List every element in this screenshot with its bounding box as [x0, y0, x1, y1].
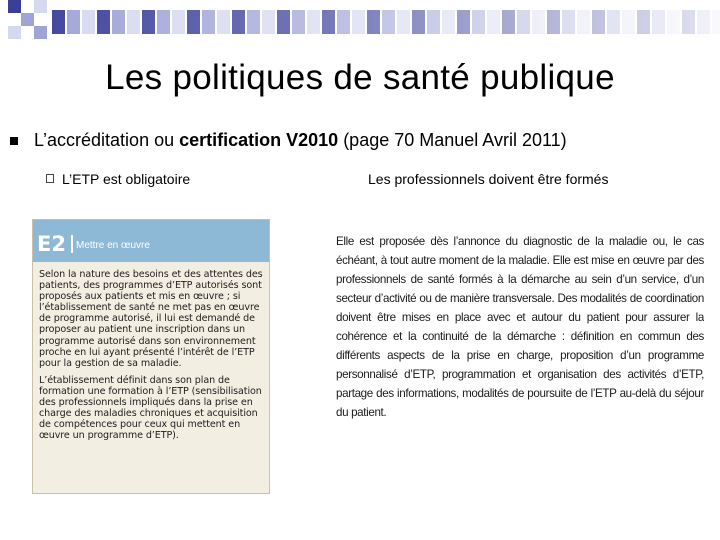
card-badge: E2 — [37, 232, 66, 256]
sub-text-professionnels-formes: Les professionnels doivent être formés — [368, 171, 609, 187]
hollow-square-bullet-icon — [46, 174, 54, 183]
slide-title: Les politiques de santé publique — [105, 58, 615, 97]
card-header-label: Mettre en œuvre — [76, 240, 150, 251]
card-header — [33, 220, 269, 262]
bullet-text: L’accréditation ou certification V2010 (page 70 Manuel Avril 2011) — [34, 130, 567, 150]
manual-excerpt-card — [32, 219, 270, 494]
card-body — [39, 269, 267, 447]
card-header-divider — [71, 235, 73, 253]
header-ornament — [0, 0, 60, 48]
square-bullet-icon — [10, 137, 18, 145]
card-paragraph-2: L’établissement définit dans son plan de formation une formation à l’ETP (sensibilisation des professionnels impliqués dans la prise en charge des maladies chroniques et acquisition de compétences pour ceux qui mettent en œuvre un programme d’ETP). — [39, 374, 262, 442]
manual-excerpt-quote — [336, 232, 704, 422]
quote-text: Elle est proposée dès l’annonce du diagnostic de la maladie ou, le cas échéant, à tout autre moment de la maladie. Elle est mise en œuvre par des professionnels de santé formés à la démarche au sein d’un service, d’un secteur d’activité ou de manière transversale. Des modalités de coordination doivent être mises en place avec et autour du patient pour assurer la cohérence et la continuité de la démarche : définition en commun des différents aspects de la prise en charge, proposition d’un programme personnalisé d’ETP, programmation et organisation des activités d’ETP, partage des informations, modalités de poursuite de l’ETP au-delà du séjour du patient. — [336, 235, 704, 419]
sub-bullet-etp-obligatoire: L’ETP est obligatoire — [62, 171, 191, 187]
card-paragraph-1: Selon la nature des besoins et des attentes des patients, des programmes d’ETP autorisés sont proposés aux patients et mis en œuvre ; si l’établissement de santé ne met pas en œuvre de programme autorisé, il lui est demandé de proposer au patient une inscription dans un programme autorisé dans son environnement proche en lui ayant présenté l’intérêt de l’ETP pour la gestion de sa maladie. — [39, 269, 263, 369]
header-band-fade — [52, 10, 720, 34]
